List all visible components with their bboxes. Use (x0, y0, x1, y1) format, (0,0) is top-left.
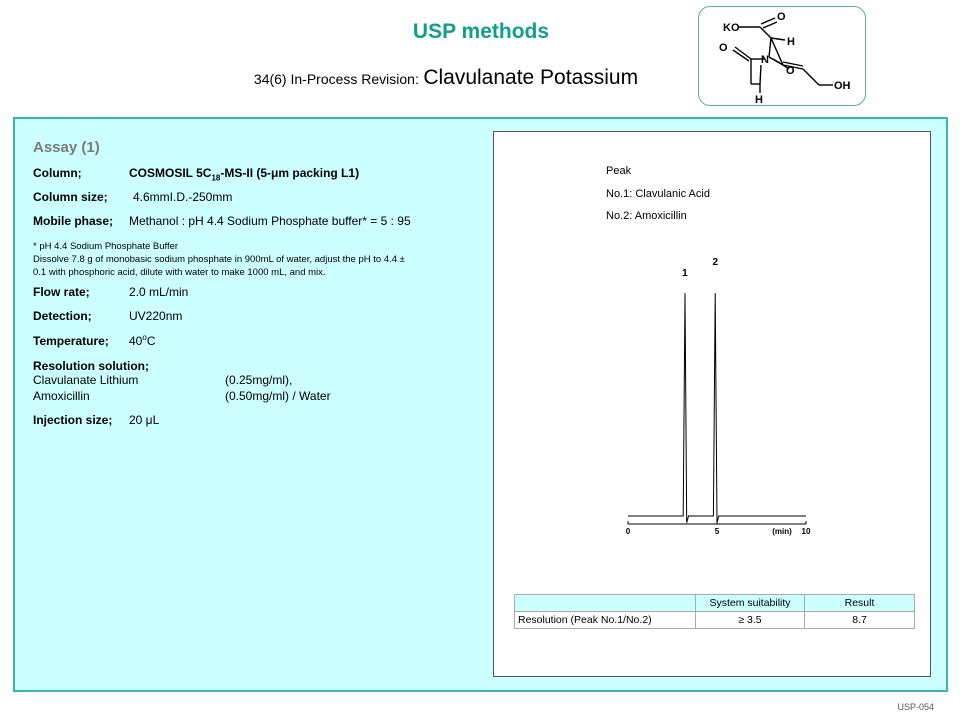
footnote-line-1: * pH 4.4 Sodium Phosphate Buffer (33, 241, 179, 252)
temperature-row (33, 333, 473, 357)
structure-diagram (699, 7, 865, 105)
chromatogram-panel (493, 131, 931, 677)
resolution-conc-2: (0.50mg/ml) / Water (225, 389, 331, 403)
table-row (515, 612, 915, 629)
structure-label-ko: KO (723, 22, 740, 34)
resolution-name-2: Amoxicillin (33, 389, 90, 403)
method-details (33, 139, 473, 437)
results-header-empty (515, 595, 696, 612)
column-value-rest: -MS-II (5-μm packing L1) (220, 166, 360, 180)
page-title: USP methods (412, 20, 550, 43)
detection-label: Detection; (33, 309, 92, 323)
results-header-result: Result (805, 595, 915, 612)
resolution-conc-1: (0.25mg/ml), (225, 373, 293, 387)
column-label: Column; (33, 166, 82, 180)
chromatogram-trace (628, 293, 806, 523)
results-header-suitability: System suitability (696, 595, 805, 612)
detection-row (33, 309, 473, 333)
flow-label: Flow rate; (33, 285, 90, 299)
peak-legend-item-1: No.1: Clavulanic Acid (606, 187, 710, 200)
mobile-label: Mobile phase; (33, 214, 114, 228)
subtitle-compound: Clavulanate Potassium (423, 66, 639, 89)
chemical-structure (698, 6, 866, 106)
results-cell-suitability: ≥ 3.5 (696, 612, 805, 629)
size-label: Column size; (33, 190, 108, 204)
method-panel (13, 117, 948, 692)
flow-value: 2.0 mL/min (129, 285, 189, 299)
peak-legend-title: Peak (606, 165, 632, 177)
structure-label-n: N (761, 54, 769, 66)
peak-legend-item-2: No.2: Amoxicillin (606, 210, 687, 222)
size-row (33, 190, 473, 214)
x-tick-label: 5 (714, 527, 720, 536)
column-value (129, 166, 359, 182)
injection-row (33, 413, 473, 437)
temperature-label: Temperature; (33, 334, 109, 348)
peak-label-2: 2 (712, 257, 719, 268)
subtitle-prefix: 34(6) In-Process Revision: (253, 71, 419, 87)
resolution-label: Resolution solution; (33, 359, 149, 373)
resolution-name-1: Clavulanate Lithium (33, 373, 139, 387)
structure-label-oh: OH (834, 80, 851, 92)
x-tick-label: 10 (801, 527, 811, 536)
temperature-value (129, 333, 155, 348)
temperature-degree: o (142, 333, 147, 342)
mobile-row (33, 214, 473, 238)
column-value-sub: 18 (211, 173, 221, 183)
detection-value: UV220nm (129, 309, 183, 323)
injection-label: Injection size; (33, 413, 113, 427)
structure-label-h-top: H (787, 36, 795, 48)
flow-row (33, 285, 473, 309)
peak-label-1: 1 (682, 268, 688, 279)
structure-label-o-ring: O (786, 65, 795, 77)
chromatogram (494, 132, 930, 572)
size-value: 4.6mmI.D.-250mm (133, 190, 233, 204)
results-cell-parameter: Resolution (Peak No.1/No.2) (515, 612, 696, 629)
assay-title: Assay (1) (33, 139, 100, 156)
footnote-line-2: Dissolve 7.8 g of monobasic sodium phosphate in 900mL of water, adjust the pH to 4.4 ± (33, 254, 405, 265)
resolution-line-1 (33, 373, 473, 389)
resolution-line-2 (33, 389, 473, 405)
temperature-unit: C (146, 334, 156, 348)
temperature-number: 40 (129, 334, 143, 348)
column-row (33, 166, 473, 190)
x-tick-label: 0 (625, 527, 631, 536)
page-code: USP-054 (897, 702, 934, 712)
results-table (514, 594, 915, 629)
structure-label-h-bottom: H (755, 94, 763, 105)
injection-value: 20 μL (129, 413, 160, 427)
x-axis-label: (min) (772, 527, 792, 536)
structure-label-o-carboxyl: O (777, 11, 786, 23)
results-header-row (515, 595, 915, 612)
buffer-footnote (33, 240, 473, 279)
column-value-main: COSMOSIL 5C (129, 166, 212, 180)
structure-label-o-lactam: O (719, 42, 728, 54)
mobile-value: Methanol : pH 4.4 Sodium Phosphate buffer* = 5 : 95 (129, 214, 411, 228)
footnote-line-3: 0.1 with phosphoric acid, dilute with water to make 1000 mL, and mix. (33, 267, 326, 278)
results-cell-result: 8.7 (805, 612, 915, 629)
